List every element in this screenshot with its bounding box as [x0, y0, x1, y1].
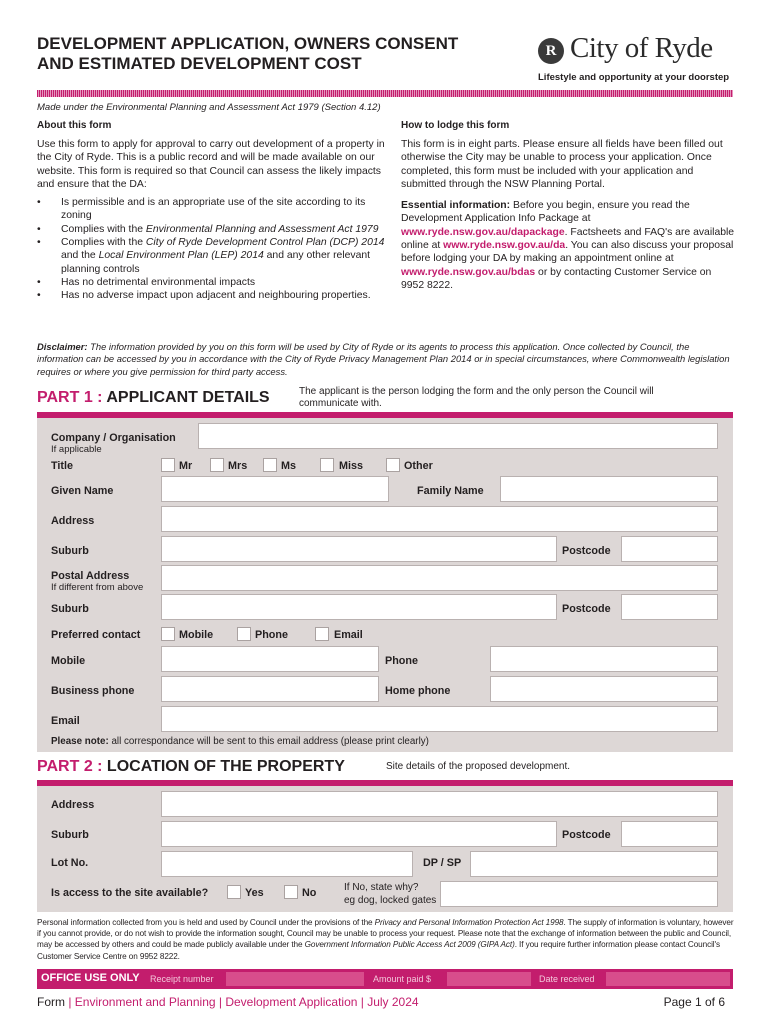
lot-no-label: Lot No.	[51, 857, 89, 869]
home-phone-label: Home phone	[385, 685, 451, 697]
home-phone-input[interactable]	[490, 676, 718, 702]
made-under-note: Made under the Environmental Planning and Assessment Act 1979 (Section 4.12)	[37, 102, 381, 113]
suburb-label: Suburb	[51, 545, 89, 557]
family-name-label: Family Name	[417, 485, 484, 497]
if-no-example: eg dog, locked gates	[344, 895, 437, 906]
contact-email-checkbox[interactable]	[315, 627, 329, 641]
company-label: Company / Organisation	[51, 432, 176, 444]
access-yes-label: Yes	[245, 887, 264, 899]
preferred-contact-label: Preferred contact	[51, 629, 141, 641]
receipt-number-field[interactable]	[226, 972, 364, 986]
header-rule	[37, 90, 733, 97]
bdas-link[interactable]: www.ryde.nsw.gov.au/bdas	[401, 266, 536, 278]
company-sublabel: If applicable	[51, 444, 102, 455]
title-label: Title	[51, 460, 73, 472]
site-access-label: Is access to the site available?	[51, 887, 209, 899]
property-postcode-label: Postcode	[562, 829, 611, 841]
date-received-field[interactable]	[606, 972, 730, 986]
contact-mobile-checkbox[interactable]	[161, 627, 175, 641]
title-ms-label: Ms	[281, 460, 296, 472]
postcode-input[interactable]	[621, 536, 718, 562]
property-postcode-input[interactable]	[621, 821, 718, 847]
part1-description: The applicant is the person lodging the form and the only person the Council will communicate with.	[299, 386, 654, 409]
title-miss-label: Miss	[339, 460, 364, 472]
postal-address-input[interactable]	[161, 565, 718, 591]
contact-email-label: Email	[334, 629, 363, 641]
if-no-label: If No, state why?	[344, 882, 419, 893]
criteria-item: • Complies with the City of Ryde Development Control Plan (DCP) 2014 and the Local Environment Plan (LEP) 2014 and any other relevant planning controls	[37, 236, 393, 276]
mobile-input[interactable]	[161, 646, 379, 672]
logo-wordmark: City of Ryde	[570, 32, 713, 64]
lodge-heading: How to lodge this form	[401, 120, 510, 131]
city-of-ryde-logo	[538, 34, 738, 74]
lodge-section	[401, 138, 737, 292]
email-note: Please note: all correspondance will be sent to this email address (please print clearly)	[51, 736, 429, 747]
about-text: Use this form to apply for approval to carry out development of a property in the City of Ryde. This is a public record and will be made available on our website. This form is required so that Council can assess the likely impacts and ensure that the DA:	[37, 139, 385, 190]
suburb-input[interactable]	[161, 536, 557, 562]
postal-address-sublabel: If different from above	[51, 582, 144, 593]
address-label: Address	[51, 515, 95, 527]
postal-address-label: Postal Address	[51, 570, 130, 582]
essential-info: Essential information: Before you begin, ensure you read the Development Application Info Package at www.ryde.nsw.gov.au/dapackage. Factsheets and FAQ's are available online at www.ryde.nsw.gov.au/da. You can also discuss your proposal before lodging your DA by making an appointment online at www.ryde.nsw.gov.au/bdas or by contacting Customer Service on 9952 8222.	[401, 200, 735, 291]
given-name-label: Given Name	[51, 485, 114, 497]
phone-input[interactable]	[490, 646, 718, 672]
receipt-number-label: Receipt number	[150, 974, 214, 984]
title-mrs-label: Mrs	[228, 460, 248, 472]
dp-sp-input[interactable]	[470, 851, 718, 877]
page-number: Page 1 of 6	[663, 995, 725, 1009]
postal-suburb-label: Suburb	[51, 603, 89, 615]
company-input[interactable]	[198, 423, 718, 449]
about-heading: About this form	[37, 120, 112, 131]
criteria-item: • Complies with the Environmental Planning and Assessment Act 1979	[37, 223, 393, 236]
amount-paid-field[interactable]	[447, 972, 531, 986]
title-mr-checkbox[interactable]	[161, 458, 175, 472]
postal-postcode-label: Postcode	[562, 603, 611, 615]
property-address-input[interactable]	[161, 791, 718, 817]
amount-paid-label: Amount paid $	[373, 974, 432, 984]
disclaimer: Disclaimer: The information provided by you on this form will be used by City of Ryde or its agents to process this application. Once collected by Council, the information can be accessed by you in accordance with the City of Ryde Privacy Management Plan 2014 or in special circumstances, where Commonwealth legislation requires or where you give permission for third party access.	[37, 341, 730, 377]
email-label: Email	[51, 715, 80, 727]
document-title	[37, 34, 527, 74]
postal-suburb-input[interactable]	[161, 594, 557, 620]
property-address-label: Address	[51, 799, 95, 811]
postcode-label: Postcode	[562, 545, 611, 557]
family-name-input[interactable]	[500, 476, 718, 502]
business-phone-label: Business phone	[51, 685, 135, 697]
contact-mobile-label: Mobile	[179, 629, 214, 641]
access-yes-checkbox[interactable]	[227, 885, 241, 899]
about-section	[37, 138, 393, 303]
da-link[interactable]: www.ryde.nsw.gov.au/da	[443, 240, 566, 252]
phone-label: Phone	[385, 655, 418, 667]
criteria-item: • Has no detrimental environmental impacts	[37, 276, 393, 289]
access-reason-input[interactable]	[440, 881, 718, 907]
lodge-text: This form is in eight parts. Please ensure all fields have been filled out otherwise the City may be unable to process your application. Once completed, this form must be included with your application and submitted through the NSW Planning Portal.	[401, 139, 723, 190]
postal-postcode-input[interactable]	[621, 594, 718, 620]
title-line-1: DEVELOPMENT APPLICATION, OWNERS CONSENT	[37, 34, 459, 53]
address-input[interactable]	[161, 506, 718, 532]
title-mr-label: Mr	[179, 460, 193, 472]
dapackage-link[interactable]: www.ryde.nsw.gov.au/dapackage	[401, 226, 565, 238]
title-miss-checkbox[interactable]	[320, 458, 334, 472]
access-no-label: No	[302, 887, 317, 899]
title-mrs-checkbox[interactable]	[210, 458, 224, 472]
property-suburb-input[interactable]	[161, 821, 557, 847]
title-ms-checkbox[interactable]	[263, 458, 277, 472]
property-suburb-label: Suburb	[51, 829, 89, 841]
contact-phone-label: Phone	[255, 629, 288, 641]
email-input[interactable]	[161, 706, 718, 732]
date-received-label: Date received	[539, 974, 595, 984]
criteria-item: • Is permissible and is an appropriate use of the site according to its zoning	[37, 196, 393, 223]
criteria-list	[37, 196, 393, 302]
logo-emblem-icon: R	[538, 38, 564, 64]
contact-phone-checkbox[interactable]	[237, 627, 251, 641]
lot-no-input[interactable]	[161, 851, 413, 877]
part2-heading: PART 2 : LOCATION OF THE PROPERTY	[37, 758, 345, 775]
tagline: Lifestyle and opportunity at your doorstep	[538, 72, 730, 83]
criteria-item: • Has no adverse impact upon adjacent and neighbouring properties.	[37, 289, 393, 302]
title-line-2: AND ESTIMATED DEVELOPMENT COST	[37, 54, 362, 73]
part1-heading: PART 1 : APPLICANT DETAILS	[37, 389, 270, 406]
dp-sp-label: DP / SP	[423, 857, 462, 869]
given-name-input[interactable]	[161, 476, 389, 502]
mobile-label: Mobile	[51, 655, 86, 667]
part2-description: Site details of the proposed development.	[386, 761, 571, 772]
title-other-label: Other	[404, 460, 433, 472]
office-use-label: OFFICE USE ONLY	[41, 972, 140, 984]
title-other-checkbox[interactable]	[386, 458, 400, 472]
access-no-checkbox[interactable]	[284, 885, 298, 899]
business-phone-input[interactable]	[161, 676, 379, 702]
privacy-notice: Personal information collected from you is held and used by Council under the provisions of the Privacy and Personal Information Protection Act 1998. The supply of information is voluntary, however if you cannot provide, or do not wish to provide the information sought, Council may be unable to process your request. Please note that the exchange of information between the public and Council, may be accessed by others and could be made publicly available under the Government Information Public Access Act 2009 (GIPA Act). If you require further information please contact Council's Customer Service Centre on 9952 8222.	[37, 918, 734, 961]
footer-text: Form | Environment and Planning | Development Application | July 2024	[37, 995, 419, 1009]
